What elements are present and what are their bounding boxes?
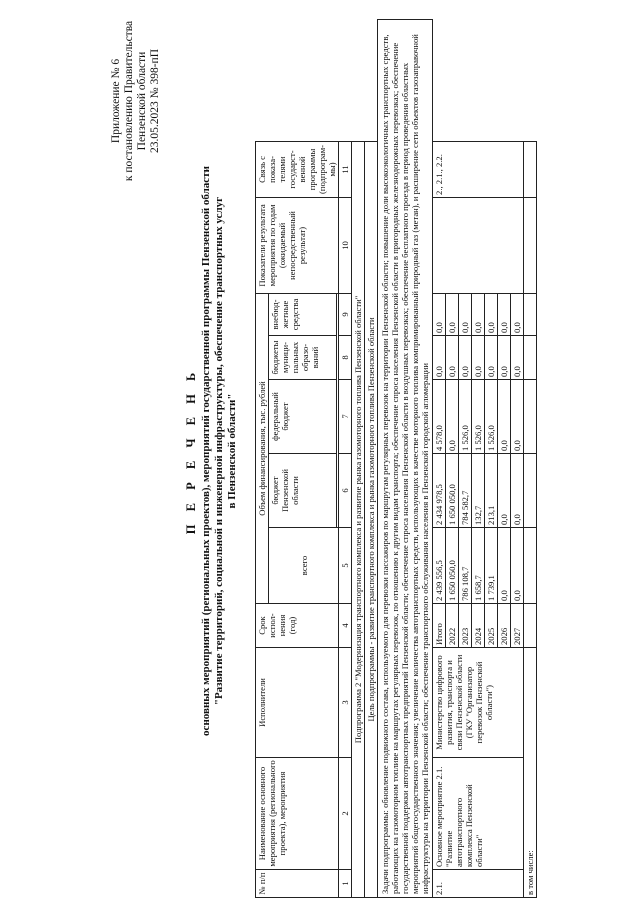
offbudget-cell: 0,0 — [511, 293, 524, 335]
appendix-line: Пензенской области — [136, 51, 148, 151]
measures-table — [255, 19, 537, 898]
header-name: Наименование основного мероприятия (регионального проекта), мероприятия — [256, 758, 339, 870]
municipal-cell: 0,0 — [511, 336, 524, 380]
column-number: 11 — [339, 141, 352, 197]
municipal-cell: 0,0 — [472, 336, 485, 380]
header-row — [256, 19, 269, 897]
header-offbudget: внебюд-жетные средства — [269, 293, 337, 335]
link-cell: 2., 2.1., 2.2. — [433, 141, 524, 197]
offbudget-cell: 0,0 — [472, 293, 485, 335]
column-number: 2 — [339, 758, 352, 870]
measure-executor: Министерство цифрового развития, транспорта и связи Пензенской области (ГКУ "Организатор перевозок Пензенской области") — [433, 648, 524, 758]
total-cell: 0,0 — [498, 528, 511, 604]
municipal-cell: 0,0 — [485, 336, 498, 380]
federal-cell: 0,0 — [498, 380, 511, 454]
regional-cell: 784 582,7 — [459, 454, 472, 528]
federal-cell: 1 526,0 — [485, 380, 498, 454]
tasks-row — [378, 19, 433, 897]
header-total: всего — [269, 528, 339, 604]
regional-cell: 0,0 — [511, 454, 524, 528]
subprogram-tasks: Задачи подпрограммы: обновление подвижного состава, используемого для перевозки пассажиров по маршрутам регулярных перевозок на территории Пензенской области; повышение доли высокоэкологичных транспортных средств, работающих на газомоторном топливе на маршрутах регулярных перевозок, по отношению к другим видам транспорта; обеспечение спроса населения Пензенской области в пригородных железнодорожных перевозках; обеспечение государственной поддержки автотранспортных предприятий Пензенской области; обеспечение спроса населения Пензенской области в воздушных перевозках; обеспечение бесплатного проезда в период проведения областных мероприятий общегосударственного значения; увеличение количества автотранспортных средств, использующих в качестве моторного топлива компримированный природный газ (метан), и расширение сети объектов газозаправочной инфраструктуры на территории Пензенской области; обеспечение транспортного обслуживания населения в Пензенской городской агломерации — [378, 19, 433, 897]
column-number: 10 — [339, 197, 352, 293]
appendix-line: к постановлению Правительства — [123, 20, 135, 182]
column-number: 8 — [339, 336, 352, 380]
federal-cell: 0,0 — [446, 380, 459, 454]
federal-cell: 1 526,0 — [459, 380, 472, 454]
subprogram-row — [352, 19, 365, 897]
offbudget-cell: 0,0 — [498, 293, 511, 335]
column-number: 6 — [339, 454, 352, 528]
including-row — [524, 19, 537, 897]
column-number: 5 — [339, 528, 352, 604]
measure-number: 2.1. — [433, 870, 524, 898]
year-cell: 2023 — [459, 604, 472, 648]
title-line: "Развитие территорий, социальной и инженерной инфраструктуры, обеспечение транспортных услуг — [213, 196, 225, 706]
regional-cell: 2 434 978,5 — [433, 454, 446, 528]
regional-cell: 0,0 — [498, 454, 511, 528]
title-line: основных мероприятий (региональных проектов), мероприятий государственной программы Пензенской области — [200, 166, 212, 736]
header-funding: Объем финансирования, тыс. рублей — [256, 293, 269, 603]
total-cell: 2 439 556,5 — [433, 528, 446, 604]
municipal-cell: 0,0 — [459, 336, 472, 380]
total-cell: 1 658,7 — [472, 528, 485, 604]
header-federal: федеральный бюджет — [269, 380, 337, 454]
offbudget-cell: 0,0 — [433, 293, 446, 335]
header-num: № п/п — [256, 870, 339, 898]
federal-cell: 0,0 — [511, 380, 524, 454]
goal-row — [365, 19, 378, 897]
measure-name: Основное мероприятие 2.1. "Развитие автотранспортного комплекса Пензенской области" — [433, 758, 524, 870]
municipal-cell: 0,0 — [446, 336, 459, 380]
subprogram-title: Подпрограмма 2 "Модернизация транспортного комплекса и развитие рынка газомоторного топлива Пензенской области" — [352, 141, 365, 897]
including-label: в том числе: — [524, 648, 537, 898]
header-indicators: Показатели результата мероприятия по годам (ожидаемый непосредственный результат) — [256, 197, 339, 293]
regional-cell: 132,7 — [472, 454, 485, 528]
header-term: Срок испол-нения (год) — [256, 604, 339, 648]
appendix-line: Приложение № 6 — [110, 58, 122, 144]
header-municipal: бюджеты муници-пальных образо-ваний — [269, 336, 337, 380]
regional-cell: 1 650 050,0 — [446, 454, 459, 528]
appendix-note — [110, 0, 162, 206]
offbudget-cell: 0,0 — [485, 293, 498, 335]
year-cell: 2025 — [485, 604, 498, 648]
municipal-cell: 0,0 — [498, 336, 511, 380]
header-executors: Исполнители — [256, 648, 339, 758]
year-cell: 2024 — [472, 604, 485, 648]
year-cell: 2027 — [511, 604, 524, 648]
document-title — [200, 36, 239, 866]
header-link: Связь с показа-телями государст-венной программы (подпрограм-мы) — [256, 141, 339, 197]
subprogram-goal: Цель подпрограммы - развитие транспортного комплекса и рынка газомоторного топлива Пензенской области — [365, 141, 378, 897]
column-number: 9 — [339, 293, 352, 335]
column-number: 1 — [339, 870, 352, 898]
column-number: 7 — [339, 380, 352, 454]
total-cell: 1 739,1 — [485, 528, 498, 604]
offbudget-cell: 0,0 — [459, 293, 472, 335]
table-row — [433, 19, 446, 897]
year-cell: 2026 — [498, 604, 511, 648]
offbudget-cell: 0,0 — [446, 293, 459, 335]
document-heading: П Е Р Е Ч Е Н Ь — [184, 367, 198, 535]
year-cell: 2022 — [446, 604, 459, 648]
total-cell: 786 108,7 — [459, 528, 472, 604]
regional-cell: 213,1 — [485, 454, 498, 528]
municipal-cell: 0,0 — [433, 336, 446, 380]
total-cell: 0,0 — [511, 528, 524, 604]
total-cell: 1 650 050,0 — [446, 528, 459, 604]
indicators-cell — [433, 197, 524, 293]
header-regional: бюджет Пензенской области — [269, 454, 337, 528]
column-numbers-row — [339, 19, 352, 897]
column-number: 4 — [339, 604, 352, 648]
federal-cell: 1 526,0 — [472, 380, 485, 454]
year-cell: Итого — [433, 604, 446, 648]
federal-cell: 4 578,0 — [433, 380, 446, 454]
column-number: 3 — [339, 648, 352, 758]
appendix-date-number: 23.05.2023 № 398-пП — [149, 49, 161, 154]
title-line: в Пензенской области" — [226, 393, 238, 509]
